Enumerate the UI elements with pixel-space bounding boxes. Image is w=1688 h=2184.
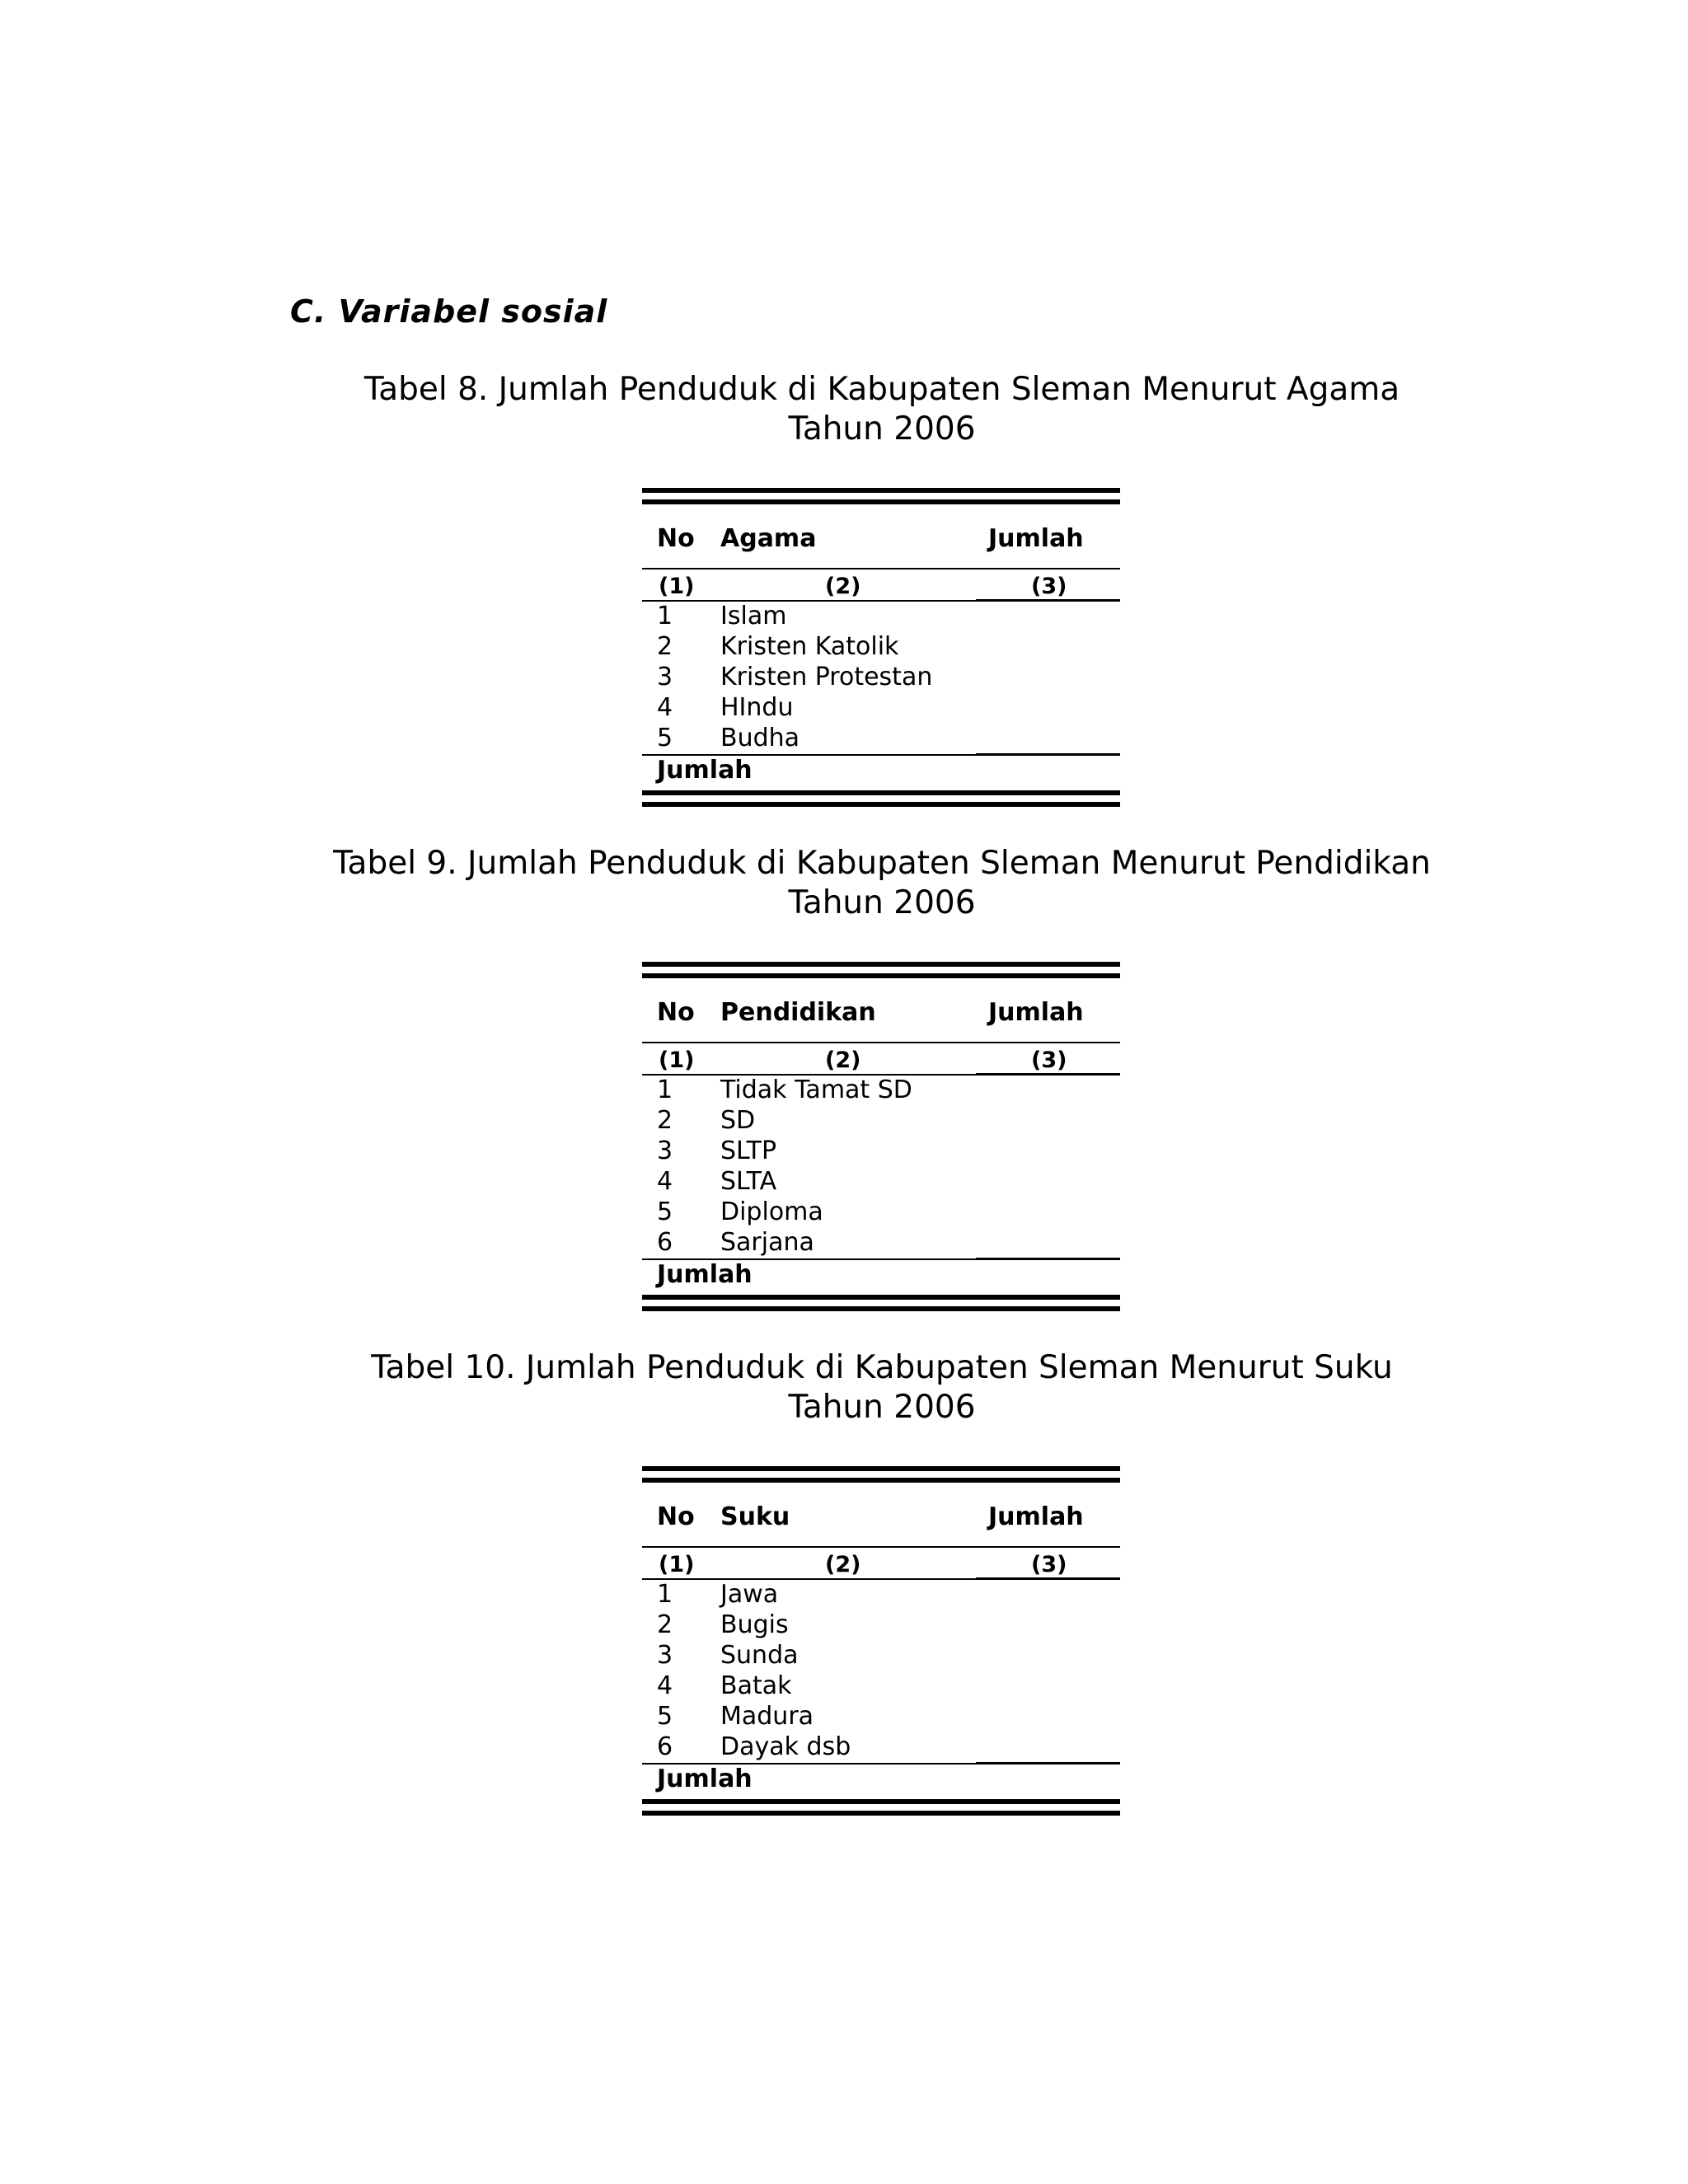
header-category: Agama — [720, 524, 817, 553]
row-no: 5 — [657, 724, 673, 752]
table-row — [642, 724, 1120, 754]
table-row — [642, 1137, 1120, 1167]
table-8-caption-line2: Tahun 2006 — [788, 410, 976, 448]
table-10-caption-line1: Tabel 10. Jumlah Penduduk di Kabupaten Sleman Menurut Suku — [371, 1349, 1393, 1386]
table-agama — [642, 488, 1120, 809]
row-no: 6 — [657, 1732, 673, 1761]
table-row — [642, 1167, 1120, 1197]
table-10-caption-line2: Tahun 2006 — [788, 1389, 976, 1426]
row-label: Budha — [720, 724, 800, 752]
top-rule — [642, 488, 1120, 493]
total-rule-right — [976, 1258, 1120, 1260]
table-row — [642, 663, 1120, 693]
bottom-rule — [642, 802, 1120, 807]
total-label: Jumlah — [657, 1260, 753, 1289]
bottom-rule — [642, 1811, 1120, 1816]
table-row — [642, 1702, 1120, 1732]
table-9-caption-line2: Tahun 2006 — [788, 884, 976, 921]
row-no: 5 — [657, 1197, 673, 1226]
column-number-3: (3) — [1031, 574, 1067, 599]
row-no: 1 — [657, 1076, 673, 1104]
table-8-caption — [0, 370, 1688, 449]
row-label: Dayak dsb — [720, 1732, 851, 1761]
header-no: No — [657, 524, 695, 553]
header-no: No — [657, 998, 695, 1027]
table-suku — [642, 1466, 1120, 1821]
row-label: Islam — [720, 602, 787, 630]
column-number-3: (3) — [1031, 1047, 1067, 1073]
row-label: SLTP — [720, 1137, 777, 1165]
header-rule — [642, 1546, 1120, 1548]
row-label: HIndu — [720, 693, 794, 722]
row-label: Batak — [720, 1671, 792, 1700]
row-no: 3 — [657, 1137, 673, 1165]
total-rule-right — [976, 1762, 1120, 1765]
row-label: Tidak Tamat SD — [720, 1076, 912, 1104]
header-category: Suku — [720, 1502, 790, 1531]
row-label: Jawa — [720, 1580, 779, 1609]
table-9-caption — [0, 844, 1688, 923]
row-label: SLTA — [720, 1167, 777, 1196]
table-row — [642, 1732, 1120, 1763]
table-10-caption — [0, 1348, 1688, 1427]
bottom-rule — [642, 790, 1120, 795]
header-category: Pendidikan — [720, 998, 876, 1027]
table-row — [642, 602, 1120, 632]
row-no: 2 — [657, 1610, 673, 1639]
column-number-2: (2) — [825, 574, 861, 599]
row-label: Kristen Protestan — [720, 663, 933, 691]
bottom-rule — [642, 1799, 1120, 1804]
table-row — [642, 693, 1120, 724]
row-no: 2 — [657, 1106, 673, 1135]
header-jumlah: Jumlah — [988, 998, 1084, 1027]
table-row — [642, 1610, 1120, 1641]
bottom-rule — [642, 1306, 1120, 1311]
table-row — [642, 1580, 1120, 1610]
row-no: 4 — [657, 693, 673, 722]
column-number-1: (1) — [659, 1552, 695, 1577]
row-label: Bugis — [720, 1610, 789, 1639]
header-jumlah: Jumlah — [988, 1502, 1084, 1531]
table-row — [642, 1641, 1120, 1671]
row-label: SD — [720, 1106, 756, 1135]
total-label: Jumlah — [657, 1765, 753, 1793]
top-rule — [642, 1478, 1120, 1483]
table-row — [642, 1671, 1120, 1702]
header-rule — [642, 568, 1120, 569]
row-no: 1 — [657, 1580, 673, 1609]
table-row — [642, 632, 1120, 663]
table-pendidikan — [642, 962, 1120, 1316]
total-rule-right — [976, 753, 1120, 756]
column-number-3: (3) — [1031, 1552, 1067, 1577]
top-rule — [642, 962, 1120, 967]
table-row — [642, 1228, 1120, 1258]
row-label: Diploma — [720, 1197, 823, 1226]
row-label: Madura — [720, 1702, 814, 1731]
section-heading: C. Variabel sosial — [290, 293, 608, 330]
table-row — [642, 1076, 1120, 1106]
table-8-caption-line1: Tabel 8. Jumlah Penduduk di Kabupaten Sleman Menurut Agama — [363, 371, 1400, 408]
table-9-caption-line1: Tabel 9. Jumlah Penduduk di Kabupaten Sleman Menurut Pendidikan — [333, 845, 1431, 882]
row-no: 6 — [657, 1228, 673, 1257]
table-row — [642, 1197, 1120, 1228]
top-rule — [642, 973, 1120, 978]
column-number-1: (1) — [659, 574, 695, 599]
row-no: 3 — [657, 1641, 673, 1670]
column-number-2: (2) — [825, 1552, 861, 1577]
total-label: Jumlah — [657, 756, 753, 785]
table-row — [642, 1106, 1120, 1137]
top-rule — [642, 1466, 1120, 1471]
row-no: 5 — [657, 1702, 673, 1731]
column-number-1: (1) — [659, 1047, 695, 1073]
header-rule — [642, 1042, 1120, 1043]
row-no: 2 — [657, 632, 673, 661]
row-no: 1 — [657, 602, 673, 630]
row-label: Sarjana — [720, 1228, 814, 1257]
header-jumlah: Jumlah — [988, 524, 1084, 553]
header-no: No — [657, 1502, 695, 1531]
row-label: Sunda — [720, 1641, 799, 1670]
row-label: Kristen Katolik — [720, 632, 899, 661]
row-no: 4 — [657, 1167, 673, 1196]
top-rule — [642, 499, 1120, 504]
bottom-rule — [642, 1295, 1120, 1300]
column-number-2: (2) — [825, 1047, 861, 1073]
row-no: 3 — [657, 663, 673, 691]
row-no: 4 — [657, 1671, 673, 1700]
